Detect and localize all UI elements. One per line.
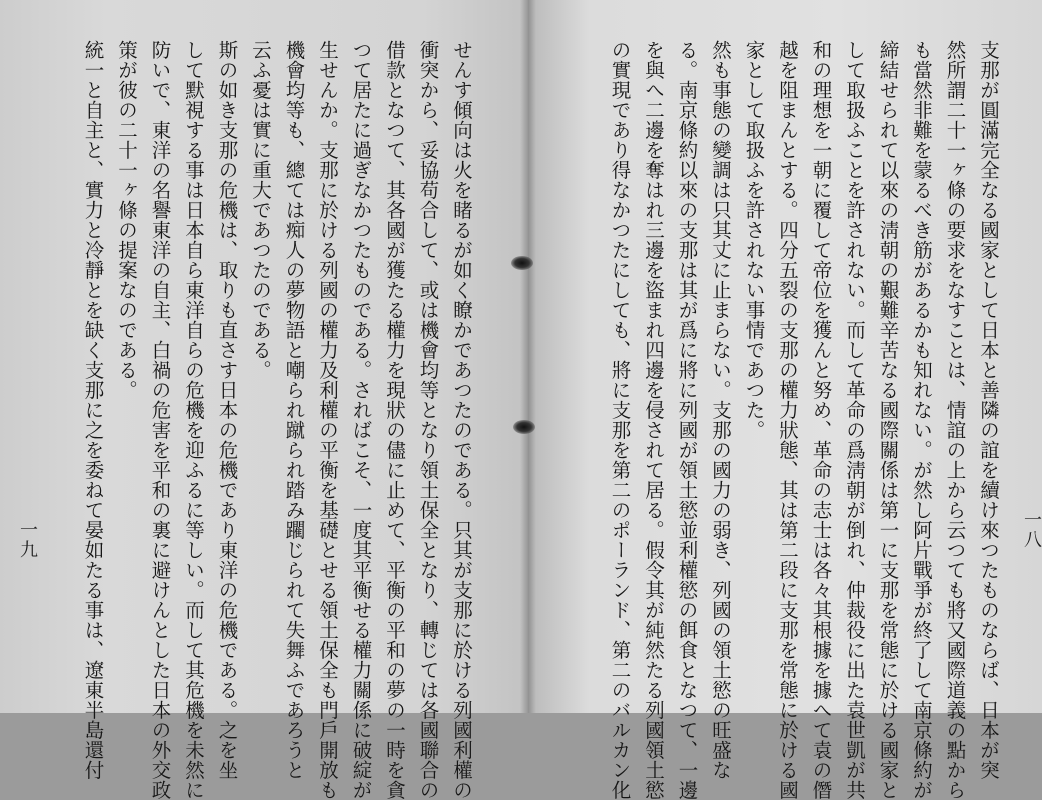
- text-column: つて居たに過ぎなかつたものである。さればこそ、一度其平衡せる權力關係に破綻が: [349, 40, 373, 800]
- text-column: 生せんか。支那に於ける列國の權力及利權の平衡を基礎とせる領土保全も門戶開放も: [316, 40, 339, 800]
- text-column: 云ふ憂は實に重大であつたのである。: [249, 40, 272, 380]
- page-number-left: 一九: [17, 520, 38, 560]
- text-column: 防いで、東洋の名譽東洋の自主、白禍の危害を平和の裏に避けんとした日本の外交政: [148, 40, 172, 800]
- text-column: して默視する事は日本自ら東洋自らの危機を迎ふるに等しい。而して其危機を未然に: [182, 40, 205, 800]
- text-column: の實現であり得なかつたにしても、將に支那を第二のポーランド、第二のバルカン化: [608, 40, 632, 800]
- staple-hole-top: [511, 256, 533, 270]
- text-column: 斯の如き支那の危機は、取りも直さす日本の危機であり東洋の危機である。之を坐: [215, 40, 239, 780]
- text-column: も當然非難を蒙るべき筋があるかも知れない。が然し阿片戰爭が終了して南京條約が: [910, 40, 933, 800]
- text-column: 支那が圓滿完全なる國家として日本と善隣の誼を續け來つたものならば、日本が突: [977, 40, 1000, 780]
- text-column: 締結せられて以來の淸朝の艱難辛苦なる國際關係は第一に支那を常態に於ける國家と: [876, 40, 900, 800]
- text-column: 策が彼の二十一ヶ條の提案なのである。: [115, 40, 138, 400]
- text-column: る。南京條約以來の支那は其が爲に將に列國が領土慾並利權慾の餌食となつて、一邊: [675, 40, 699, 800]
- text-column: 衝突から、妥協苟合して、或は機會均等となり領土保全となり、轉じては各國聯合の: [416, 40, 440, 800]
- text-column: せんす傾向は火を睹るが如く瞭かであつたのである。只其が支那に於ける列國利權の: [450, 40, 473, 800]
- page-number-right: 一八: [1021, 510, 1042, 550]
- text-column: 然も事態の變調は只其丈に止まらない。支那の國力の弱き、列國の領土慾の旺盛な: [709, 40, 732, 780]
- text-column: を與へ二邊を奪はれ三邊を盜まれ四邊を侵されて居る。假令其が純然たる列國領土慾: [642, 40, 665, 800]
- text-column: 機會均等も、總ては痴人の夢物語と嘲られ蹴られ踏み躙じられて失舞ふであろうと: [282, 40, 306, 780]
- text-column: して取扱ふことを許されない。而して革命の爲淸朝が倒れ、仲裁役に出た袁世凱が共: [843, 40, 866, 800]
- book-gutter: [520, 0, 536, 713]
- right-page-text: [575, 40, 1005, 800]
- text-column: 然所謂二十一ヶ條の要求をなすことは、情誼の上から云つても將又國際道義の點から: [943, 40, 967, 800]
- text-column: 和の理想を一朝に覆して帝位を獲んと努め、革命の志士は各々其根據を據へて袁の僭: [809, 40, 833, 800]
- staple-hole-bottom: [513, 420, 535, 434]
- text-column: 統一と自主と、實力と冷靜とを缺く支那に之を委ねて晏如たる事は、遼東半島還付: [81, 40, 105, 780]
- text-column: 越を阻まんとする。四分五裂の支那の權力狀態、其は第二段に支那を常態に於ける國: [776, 40, 799, 800]
- text-column: 借款となつて、其各國が獲たる權力を現狀の儘に止めて、平衡の平和の夢の一時を貪: [383, 40, 406, 800]
- text-column: 家として取扱ふを許されない事情であつた。: [742, 40, 766, 440]
- left-page-text: [48, 40, 478, 800]
